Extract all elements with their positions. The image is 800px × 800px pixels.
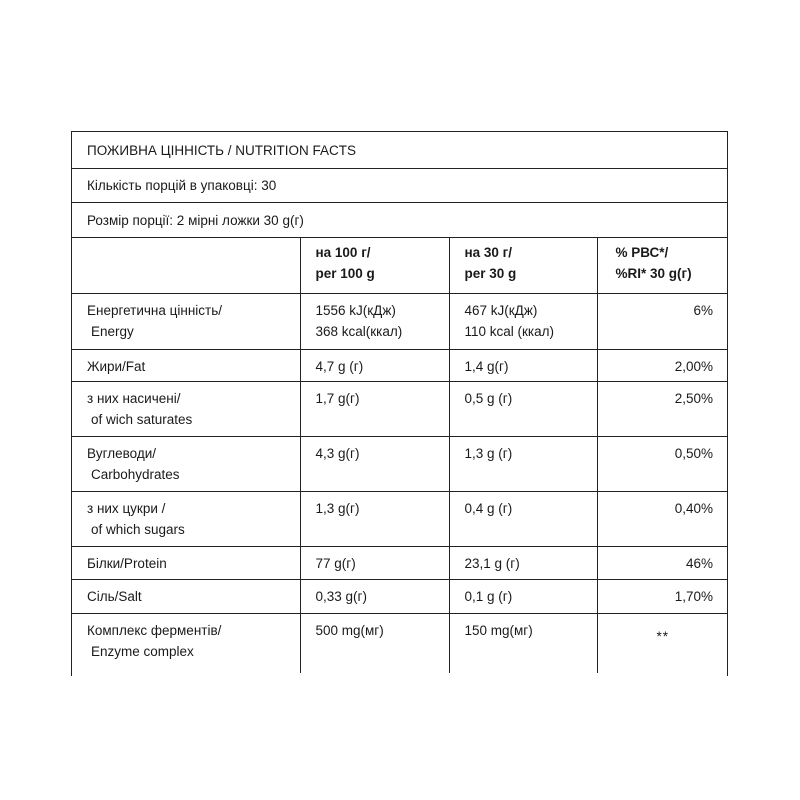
per100-value: 0,33 g(г) [315, 589, 367, 604]
ri-value: 46% [685, 556, 713, 571]
per100-value: 1556 kJ(кДж) [315, 303, 396, 318]
servings-row [72, 169, 727, 203]
table-row [72, 547, 728, 580]
per30-value: 0,5 g (г) [464, 391, 513, 406]
ri-value: 1,70% [674, 589, 713, 604]
nutrients-grid [72, 237, 728, 673]
nutrient-name: Жири/Fat [87, 359, 146, 374]
serving-size: Розмір порції: 2 мірні ложки 30 g(г) [87, 212, 304, 228]
header-blank-cell [72, 238, 300, 294]
nutrient-name-en: of wich saturates [91, 412, 193, 427]
per30-value: 1,4 g(г) [464, 359, 509, 374]
nutrient-name: Білки/Protein [87, 556, 167, 571]
header-ri-line2: %RI* 30 g(г) [615, 266, 692, 281]
header-per100-line2: per 100 g [315, 266, 375, 281]
servings-per-container: Кількість порцій в упаковці: 30 [87, 178, 277, 193]
ri-value: 2,00% [674, 359, 713, 374]
header-row [72, 238, 728, 294]
nutrient-name: з них цукри / [87, 501, 166, 516]
nutrition-facts-table [71, 131, 728, 676]
nutrient-name-en: Energy [91, 324, 134, 339]
table-row [72, 437, 728, 492]
nutrient-name-en: Carbohydrates [91, 467, 180, 482]
header-ri-line1: % РВС*/ [615, 245, 669, 260]
per100-value: 77 g(г) [315, 556, 356, 571]
per30-value: 0,1 g (г) [464, 589, 513, 604]
table-title: ПОЖИВНА ЦІННІСТЬ / NUTRITION FACTS [87, 142, 356, 158]
per100-value: 4,7 g (г) [315, 359, 364, 374]
table-row [72, 350, 728, 382]
table-row [72, 492, 728, 547]
ri-value: 0,50% [674, 446, 713, 461]
per30-value: 0,4 g (г) [464, 501, 513, 516]
nutrient-name: Вуглеводи/ [87, 446, 157, 461]
nutrient-name: Сіль/Salt [87, 589, 142, 604]
serving-size-row [72, 203, 727, 237]
header-per100 [300, 238, 449, 294]
table-row [72, 580, 728, 614]
table-title-row [72, 132, 727, 169]
per30-value-2: 110 kcal (ккал) [464, 324, 555, 339]
per100-value: 4,3 g(г) [315, 446, 360, 461]
nutrient-name-en: Enzyme complex [91, 644, 194, 659]
nutrient-name: Енергетична цінність/ [87, 303, 222, 318]
header-per30-line1: на 30 г/ [464, 245, 513, 260]
nutrient-name: з них насичені/ [87, 391, 181, 406]
per30-value: 150 mg(мг) [464, 623, 533, 638]
per30-value: 1,3 g (г) [464, 446, 513, 461]
table-row [72, 382, 728, 437]
per100-value: 500 mg(мг) [315, 623, 384, 638]
ri-value: 6% [693, 303, 713, 318]
ri-value: 0,40% [674, 501, 713, 516]
per30-value: 23,1 g (г) [464, 556, 520, 571]
table-row [72, 294, 728, 350]
table-row [72, 614, 728, 673]
nutrient-name: Комплекс ферментів/ [87, 623, 222, 638]
ri-value: 2,50% [674, 391, 713, 406]
header-per30 [449, 238, 597, 294]
per100-value: 1,3 g(г) [315, 501, 360, 516]
per30-value: 467 kJ(кДж) [464, 303, 538, 318]
header-ri [597, 238, 728, 294]
header-per30-line2: per 30 g [464, 266, 517, 281]
nutrient-name-en: of which sugars [91, 522, 185, 537]
per100-value-2: 368 kcal(ккал) [315, 324, 403, 339]
per100-value: 1,7 g(г) [315, 391, 360, 406]
header-per100-line1: на 100 г/ [315, 245, 371, 260]
ri-value: ** [656, 629, 669, 644]
